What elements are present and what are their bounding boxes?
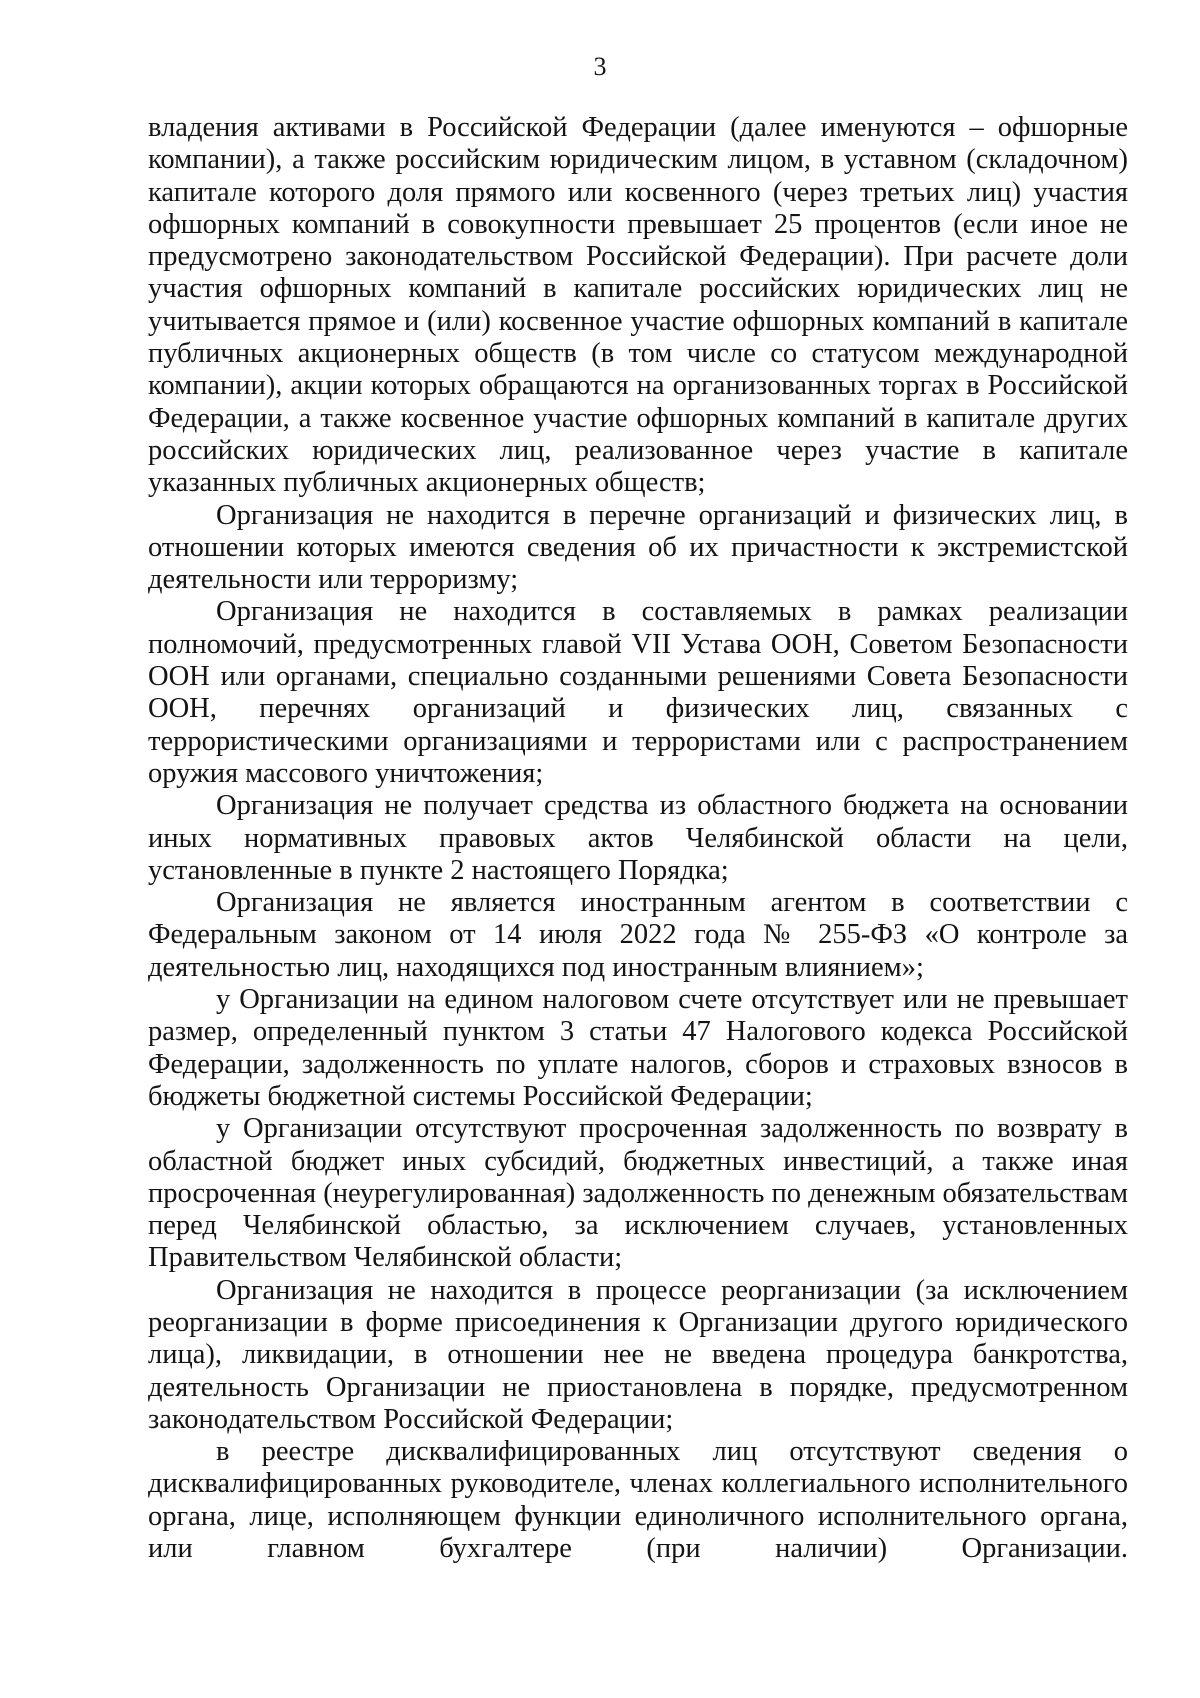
paragraph-offshore-companies: владения активами в Российской Федерации (далее именуются – офшорные компании), а также российским юридическим лицом, в уставном (складочном) капитале которого доля прямого или косвенного (через третьих лиц) участия офшорных компаний в совокупности превышает 25 процентов (если иное не предусмотрено законодательством Российской Федерации). При расчете доли участия офшорных компаний в капитале российских юридических лиц не учитывается прямое и (или) косвенное участие офшорных компаний в капитале публичных акционерных обществ (в том числе со статусом международной компании), акции которых обращаются на организованных торгах в Российской Федерации, а также косвенное участие офшорных компаний в капитале других российских юридических лиц, реализованное через участие в капитале указанных публичных акционерных обществ;	[148, 112, 1128, 499]
paragraph-un-security-council-lists: Организация не находится в составляемых в рамках реализации полномочий, предусмотренных главой VII Устава ООН, Советом Безопасности ООН или органами, специально созданными решениями Совета Безопасности ООН, перечнях организаций и физических лиц, связанных с террористическими организациями и террористами или с распространением оружия массового уничтожения;	[148, 596, 1128, 789]
paragraph-foreign-agent: Организация не является иностранным агентом в соответствии с Федеральным законом от 14 июля 2022 года № 255-ФЗ «О контроле за деятельностью лиц, находящихся под иностранным влиянием»;	[148, 887, 1128, 983]
paragraph-disqualified-persons: в реестре дисквалифицированных лиц отсутствуют сведения о дисквалифицированных руководителе, членах коллегиального исполнительного органа, лице, исполняющем функции единоличного исполнительного органа, или главном бухгалтере (при наличии) Организации.	[148, 1436, 1128, 1565]
paragraph-overdue-debt: у Организации отсутствуют просроченная задолженность по возврату в областной бюджет иных субсидий, бюджетных инвестиций, а также иная просроченная (неурегулированная) задолженность по денежным обязательствам перед Челябинской областью, за исключением случаев, установленных Правительством Челябинской области;	[148, 1113, 1128, 1274]
paragraph-reorganization: Организация не находится в процессе реорганизации (за исключением реорганизации в форме присоединения к Организации другого юридического лица), ликвидации, в отношении нее не введена процедура банкротства, деятельность Организации не приостановлена в порядке, предусмотренном законодательством Российской Федерации;	[148, 1274, 1128, 1435]
paragraph-extremism-list: Организация не находится в перечне организаций и физических лиц, в отношении которых имеются сведения об их причастности к экстремистской деятельности или терроризму;	[148, 499, 1128, 596]
page-number: 3	[593, 52, 607, 81]
paragraph-other-budget-funds: Организация не получает средства из областного бюджета на основании иных нормативных правовых актов Челябинской области на цели, установленные в пункте 2 настоящего Порядка;	[148, 790, 1128, 886]
document-body	[148, 112, 1128, 1565]
paragraph-tax-debt: у Организации на едином налоговом счете отсутствует или не превышает размер, определенный пунктом 3 статьи 47 Налогового кодекса Российской Федерации, задолженность по уплате налогов, сборов и страховых взносов в бюджеты бюджетной системы Российской Федерации;	[148, 984, 1128, 1112]
